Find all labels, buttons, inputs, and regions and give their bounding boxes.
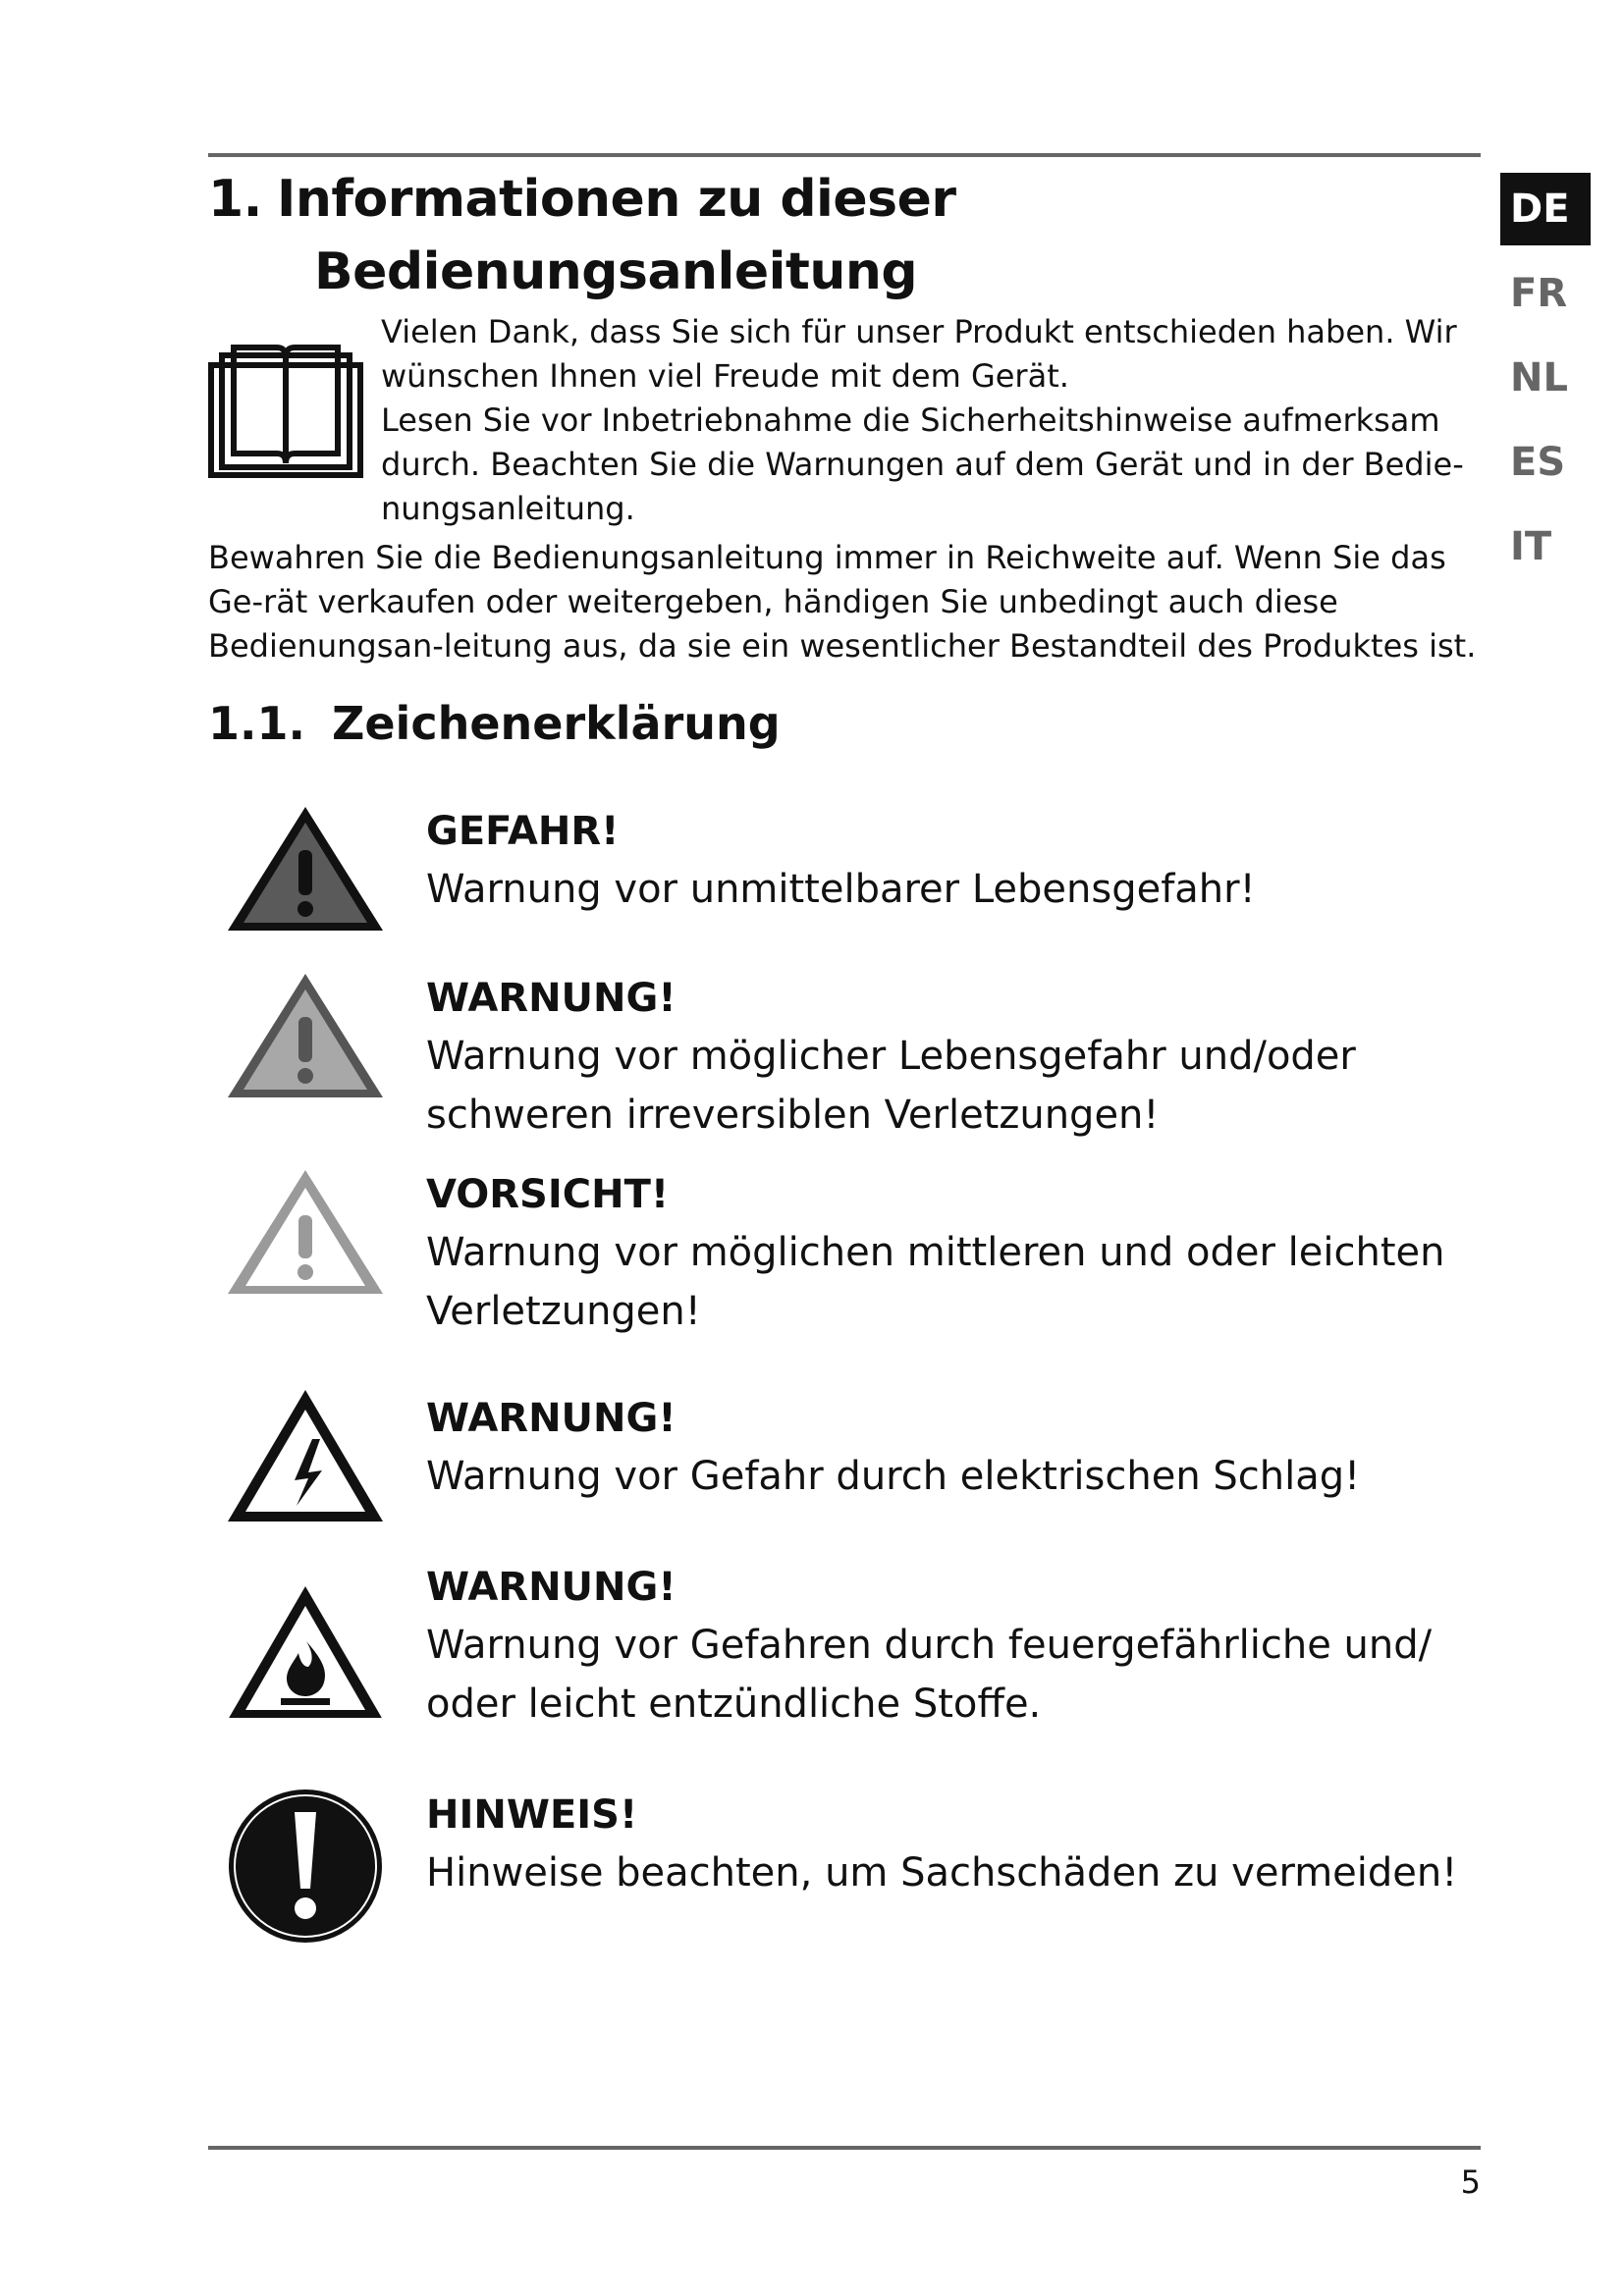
intro-paragraph-1: Vielen Dank, dass Sie sich für unser Produkt entschieden haben. Wir wünschen Ihnen viel Freude mit dem Gerät. [381, 313, 1457, 395]
intro-text [381, 310, 1473, 531]
notice-exclamation-icon [226, 1787, 385, 1946]
page-number: 5 [1460, 2163, 1481, 2201]
legend-description: Warnung vor unmittelbarer Lebensgefahr! [426, 867, 1256, 912]
intro-paragraph-3: Bewahren Sie die Bedienungsanleitung immer in Reichweite auf. Wenn Sie das Ge-rät verkaufen oder weitergeben, händigen Sie unbedingt auch diese Bedienungsan-leitung aus, da sie ein wesentlicher Bestandteil des Produktes ist. [208, 539, 1477, 665]
legend-description: Warnung vor möglichen mittleren und oder leichten Verletzungen! [426, 1230, 1445, 1334]
manual-book-icon [208, 344, 363, 481]
section-number: 1. [208, 170, 262, 229]
legend-title: VORSICHT! [426, 1172, 670, 1217]
danger-triangle-icon [226, 803, 385, 962]
language-tab-de[interactable]: DE [1500, 173, 1591, 245]
legend-description: Hinweise beachten, um Sachschäden zu vermeiden! [426, 1850, 1458, 1896]
section-heading [208, 163, 956, 308]
caution-triangle-icon [226, 1166, 385, 1325]
legend-description: Warnung vor Gefahr durch elektrischen Schlag! [426, 1454, 1361, 1499]
language-tabs [1500, 173, 1591, 595]
language-tab-es[interactable]: ES [1510, 440, 1566, 485]
legend-title: WARNUNG! [426, 976, 677, 1021]
bottom-rule [208, 2146, 1481, 2150]
subsection-title: Zeichenerklärung [332, 697, 781, 750]
intro-paragraph-2: Lesen Sie vor Inbetriebnahme die Sicherheitshinweise aufmerksam durch. Beachten Sie die Warnungen auf dem Gerät und in der Bedie-nungsanleitung. [381, 401, 1464, 527]
legend-title: WARNUNG! [426, 1396, 677, 1441]
subsection-number: 1.1. [208, 697, 305, 750]
language-tab-nl[interactable]: NL [1510, 355, 1568, 400]
language-tab-fr[interactable]: FR [1510, 271, 1568, 316]
legend-title: GEFAHR! [426, 809, 620, 854]
legend-title: WARNUNG! [426, 1565, 677, 1610]
language-tab-it[interactable]: IT [1510, 524, 1552, 569]
section-title-line2: Bedienungsanleitung [314, 242, 918, 301]
legend-title: HINWEIS! [426, 1792, 638, 1838]
subsection-heading [208, 693, 781, 754]
legend-description: Warnung vor möglicher Lebensgefahr und/oder schweren irreversiblen Verletzungen! [426, 1034, 1356, 1138]
section-title-line1: Informationen zu dieser [277, 170, 956, 229]
electric-shock-icon [226, 1390, 385, 1549]
legend-description: Warnung vor Gefahren durch feuergefährliche und/ oder leicht entzündliche Stoffe. [426, 1623, 1433, 1727]
warning-triangle-icon [226, 970, 385, 1129]
top-rule [208, 153, 1481, 157]
flammable-icon [226, 1559, 385, 1718]
